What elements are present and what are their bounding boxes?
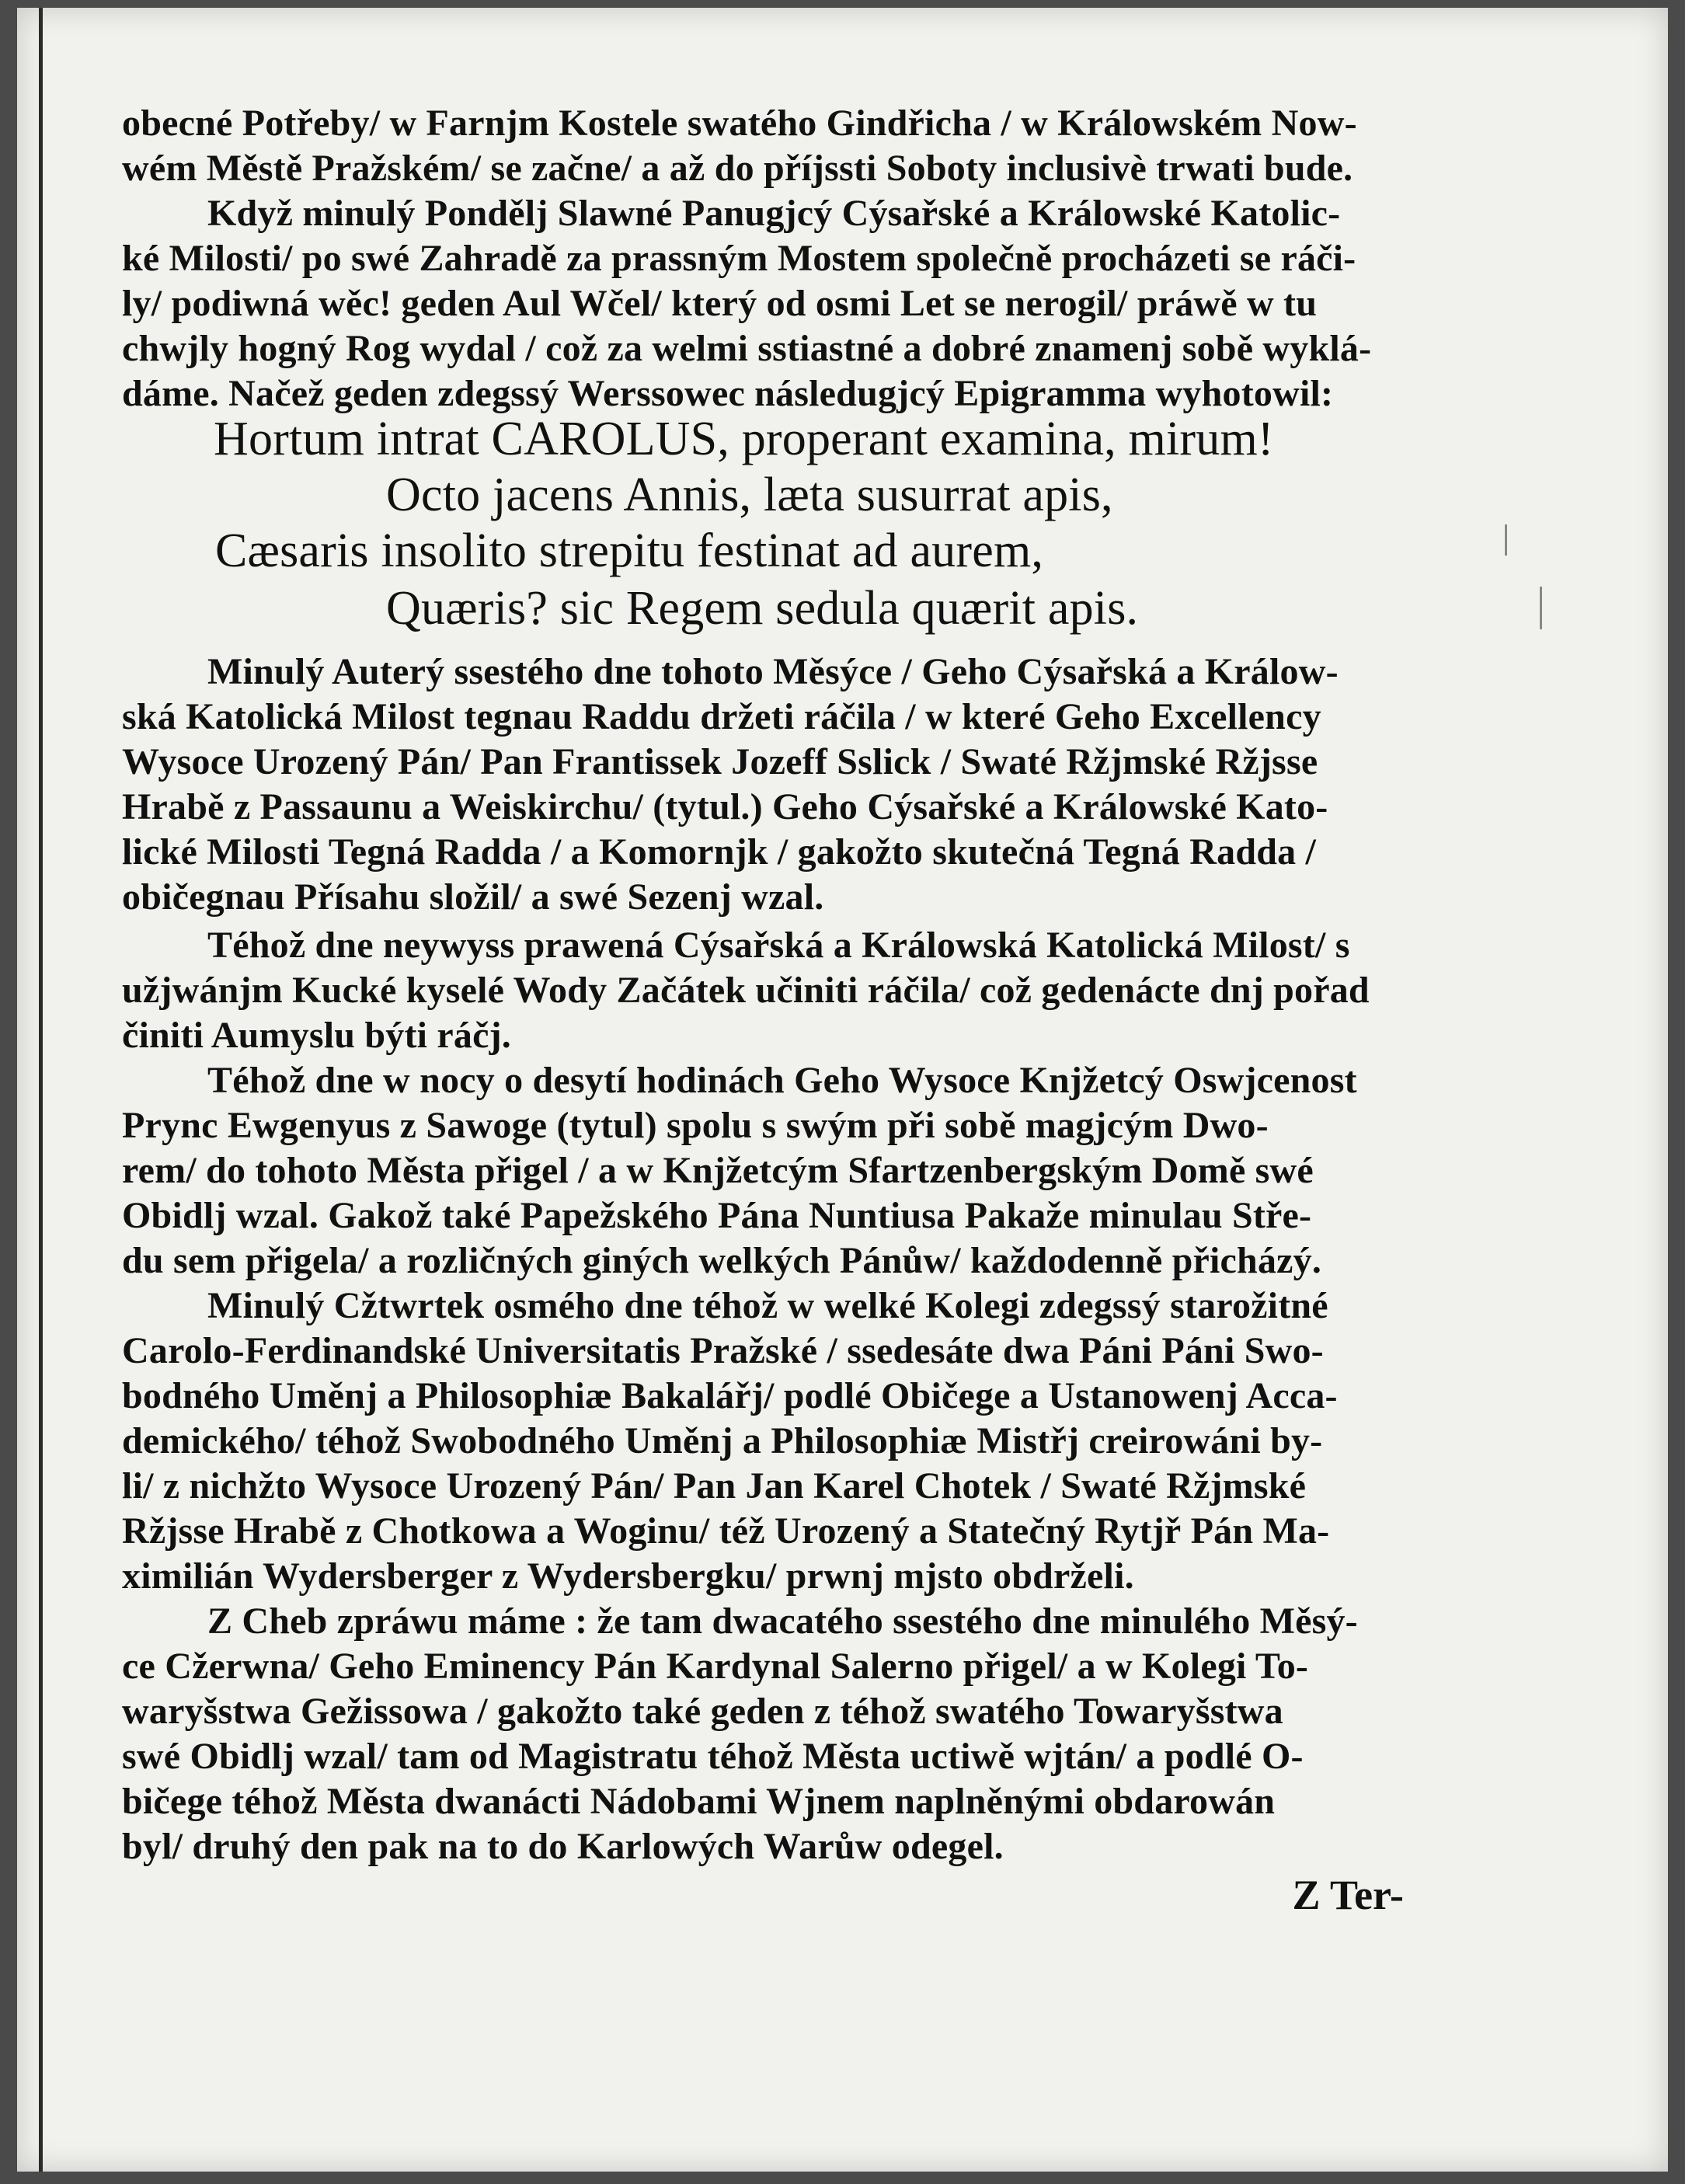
text-line: wém Městě Pražském/ se začne/ a až do příjssti Soboty inclusivè trwati bude.: [122, 148, 1353, 189]
text-line: rem/ do tohoto Města přigel / a w Knjžetcým Sfartzenbergským Domě swé: [122, 1150, 1314, 1191]
text-line: ximilián Wydersberger z Wydersbergku/ prwnj mjsto obdrželi.: [122, 1555, 1134, 1597]
text-line: dáme. Načež geden zdegssý Werssowec následugjcý Epigramma wyhotowil:: [122, 373, 1334, 414]
epigram-line: Hortum intrat CAROLUS, properant examina, mirum!: [214, 413, 1274, 465]
text-line: Carolo-Ferdinandské Universitatis Pražské / ssedesáte dwa Páni Páni Swo-: [122, 1330, 1324, 1371]
page-left-edge: [39, 8, 43, 2172]
epigram-line: Octo jacens Annis, læta susurrat apis,: [386, 468, 1113, 521]
catchword: Z Ter-: [1292, 1872, 1404, 1918]
text-line: Ržjsse Hrabě z Chotkowa a Woginu/ též Urozený a Statečný Rytjř Pán Ma-: [122, 1510, 1330, 1552]
text-line: swé Obidlj wzal/ tam od Magistratu téhož Města uctiwě wjtán/ a podlé O-: [122, 1736, 1304, 1777]
text-line: činiti Aumyslu býti ráčj.: [122, 1015, 512, 1056]
print-speck: [1540, 587, 1542, 629]
text-line: du sem přigela/ a rozličných giných welkých Pánůw/ každodenně přicházý.: [122, 1240, 1322, 1281]
text-line: ké Milosti/ po swé Zahradě za prassným Mostem společně procházeti se ráči-: [122, 238, 1356, 279]
text-line: običegnau Přísahu složil/ a swé Sezenj wzal.: [122, 876, 824, 918]
text-line: Prync Ewgenyus z Sawoge (tytul) spolu s swým při sobě magjcým Dwo-: [122, 1105, 1269, 1146]
epigram-line: Cæsaris insolito strepitu festinat ad aurem,: [215, 524, 1044, 577]
document-page: [17, 8, 1668, 2172]
text-line: Hrabě z Passaunu a Weiskirchu/ (tytul.) Geho Cýsařské a Králowské Kato-: [122, 786, 1328, 827]
text-line: ská Katolická Milost tegnau Raddu držeti ráčila / w které Geho Excellency: [122, 696, 1321, 737]
text-line: bodného Uměnj a Philosophiæ Bakalářj/ podlé Običege a Ustanowenj Acca-: [122, 1375, 1338, 1416]
text-line: Obidlj wzal. Gakož také Papežského Pána Nuntiusa Pakaže minulau Stře-: [122, 1195, 1312, 1236]
text-line: Téhož dne w nocy o desytí hodinách Geho Wysoce Knjžetcý Oswjcenost: [207, 1060, 1357, 1101]
print-speck: [1505, 524, 1507, 556]
text-line: demického/ téhož Swobodného Uměnj a Philosophiæ Mistřj creirowáni by-: [122, 1420, 1323, 1461]
text-line: li/ z nichžto Wysoce Urozený Pán/ Pan Jan Karel Chotek / Swaté Ržjmské: [122, 1465, 1307, 1507]
text-line: lické Milosti Tegná Radda / a Komornjk / gakožto skutečná Tegná Radda /: [122, 831, 1317, 873]
text-line: Wysoce Urozený Pán/ Pan Frantissek Jozeff Sslick / Swaté Ržjmské Ržjsse: [122, 741, 1318, 782]
text-line: waryšstwa Gežissowa / gakožto také geden z téhož swatého Towaryšstwa: [122, 1691, 1283, 1732]
text-line: byl/ druhý den pak na to do Karlowých Warůw odegel.: [122, 1826, 1004, 1867]
text-line: Když minulý Pondělj Slawné Panugjcý Cýsařské a Králowské Katolic-: [207, 193, 1341, 234]
text-line: chwjly hogný Rog wydal / což za welmi sstiastné a dobré znamenj sobě wyklá-: [122, 328, 1372, 369]
text-line: Téhož dne neywyss prawená Cýsařská a Králowská Katolická Milost/ s: [207, 925, 1350, 966]
text-line: užjwánjm Kucké kyselé Wody Začátek učiniti ráčila/ což gedenácte dnj pořad: [122, 970, 1370, 1011]
text-line: obecné Potřeby/ w Farnjm Kostele swatého Gindřicha / w Králowském Now-: [122, 103, 1357, 144]
text-line: Minulý Auterý ssestého dne tohoto Měsýce / Geho Cýsařská a Králow-: [207, 651, 1339, 692]
text-line: bičege téhož Města dwanácti Nádobami Wjnem naplněnými obdarowán: [122, 1781, 1276, 1822]
text-line: ce Cžerwna/ Geho Eminency Pán Kardynal Salerno přigel/ a w Kolegi To-: [122, 1646, 1309, 1687]
text-line: Minulý Cžtwrtek osmého dne téhož w welké Kolegi zdegssý starožitné: [207, 1285, 1328, 1326]
text-line: ly/ podiwná wěc! geden Aul Wčel/ který od osmi Let se nerogil/ práwě w tu: [122, 283, 1318, 324]
epigram-line: Quæris? sic Regem sedula quærit apis.: [386, 582, 1139, 635]
text-line: Z Cheb zpráwu máme : že tam dwacatého ssestého dne minulého Měsý-: [207, 1601, 1358, 1642]
